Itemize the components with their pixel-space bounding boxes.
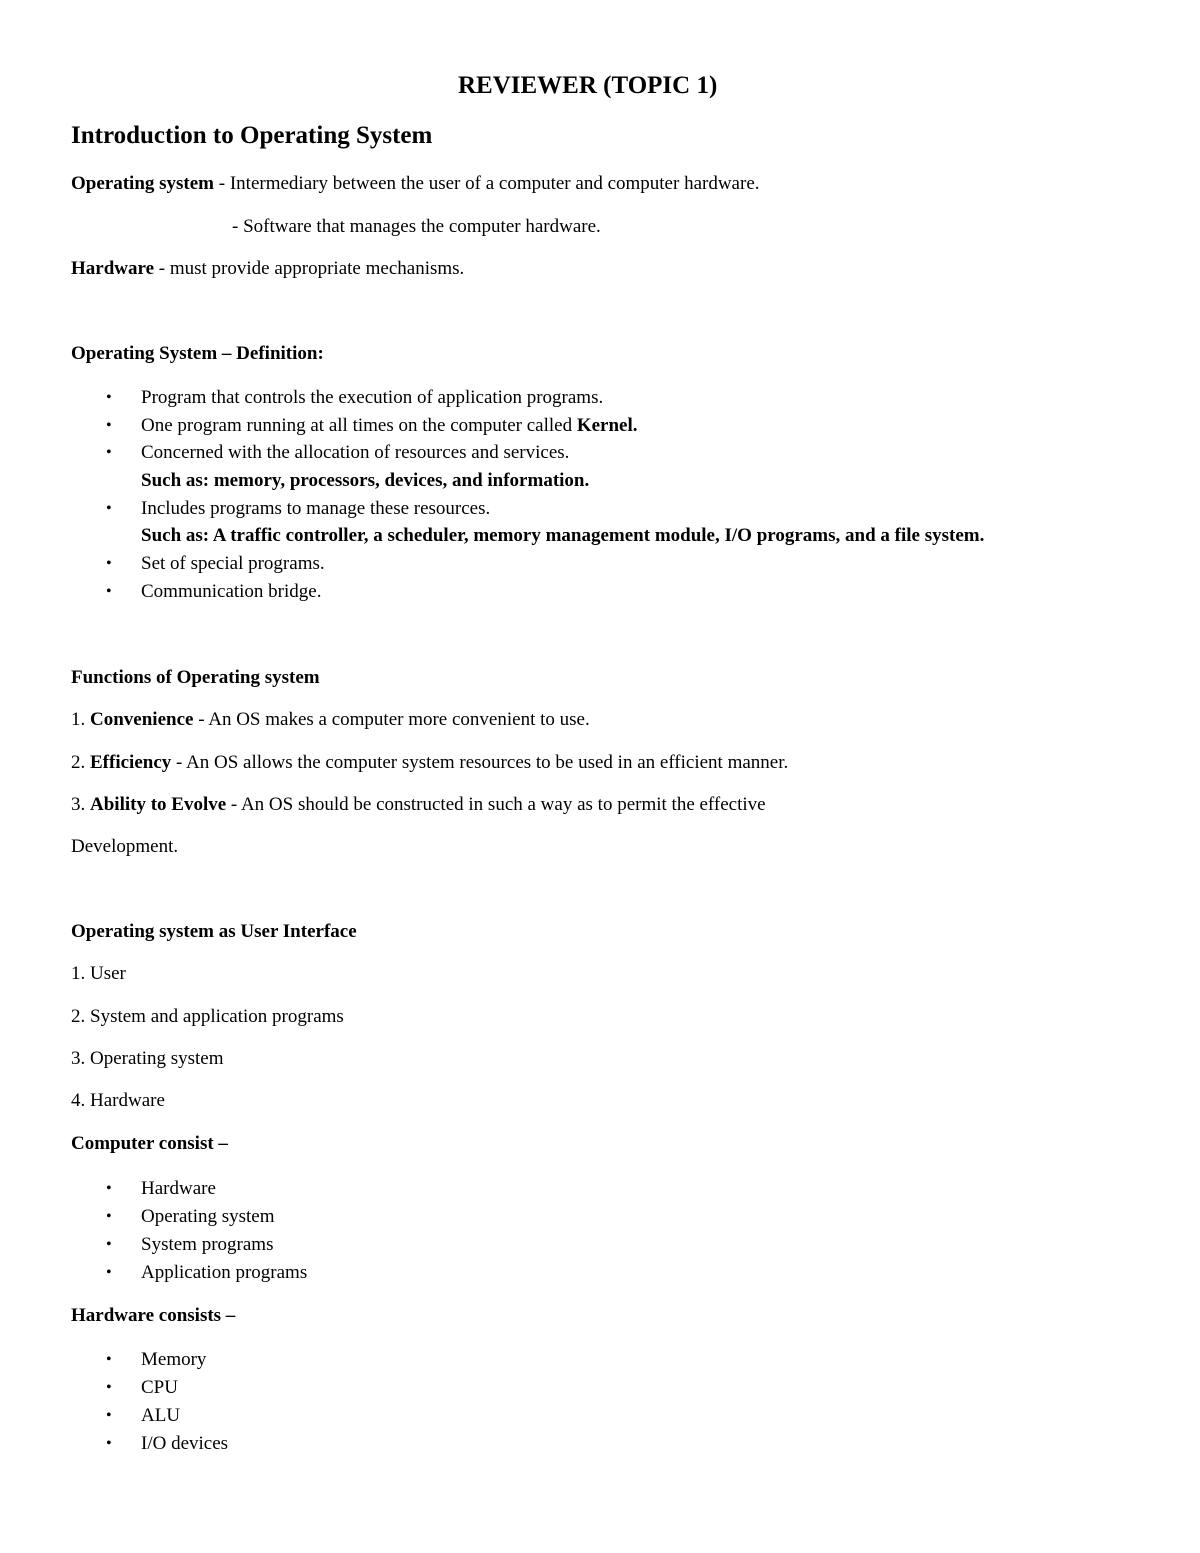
function-item [71, 793, 766, 817]
page-heading: Introduction to Operating System [71, 122, 433, 149]
os-term: Operating system [71, 173, 215, 194]
list-item: System programs [141, 1234, 274, 1255]
list-item: Application programs [141, 1262, 308, 1283]
list-item: Hardware [141, 1178, 216, 1199]
function-desc: - An OS allows the computer system resources to be used in an efficient manner. [171, 752, 789, 773]
item-number: 3. [71, 794, 90, 815]
list-item-sub: Such as: memory, processors, devices, and information. [141, 470, 590, 491]
list-item-text: One program running at all times on the computer called [141, 415, 577, 436]
bullet-icon: • [106, 1407, 112, 1424]
layer-item: 4. Hardware [71, 1090, 165, 1111]
definition-heading: Operating System – Definition: [71, 343, 324, 364]
computer-consist-heading: Computer consist – [71, 1133, 228, 1154]
bullet-icon: • [106, 1379, 112, 1396]
user-interface-heading: Operating system as User Interface [71, 921, 357, 942]
bullet-icon: • [106, 500, 112, 517]
layer-item: 3. Operating system [71, 1048, 224, 1069]
hardware-definition-line [71, 257, 464, 281]
list-item: Memory [141, 1349, 207, 1370]
bullet-icon: • [106, 417, 112, 434]
bullet-icon: • [106, 389, 112, 406]
list-item: Set of special programs. [141, 553, 325, 574]
list-item [141, 414, 638, 438]
list-item: Concerned with the allocation of resources and services. [141, 442, 570, 463]
list-item: CPU [141, 1377, 178, 1398]
os-definition-2: - Software that manages the computer hardware. [232, 216, 601, 237]
bullet-icon: • [106, 444, 112, 461]
hardware-term: Hardware [71, 258, 155, 279]
document-title: REVIEWER (TOPIC 1) [458, 72, 718, 99]
bullet-icon: • [106, 1435, 112, 1452]
list-item-sub: Such as: A traffic controller, a scheduler, memory management module, I/O programs, and a file system. [141, 525, 985, 546]
os-definition-1: - Intermediary between the user of a computer and computer hardware. [214, 173, 760, 194]
function-term: Efficiency [90, 752, 172, 773]
functions-heading: Functions of Operating system [71, 667, 320, 688]
layer-item: 1. User [71, 963, 126, 984]
function-term: Ability to Evolve [90, 794, 227, 815]
function-continuation: Development. [71, 836, 179, 857]
item-number: 1. [71, 709, 90, 730]
function-item [71, 751, 788, 775]
function-desc: - An OS makes a computer more convenient to use. [193, 709, 590, 730]
bullet-icon: • [106, 1236, 112, 1253]
bullet-icon: • [106, 1208, 112, 1225]
function-desc: - An OS should be constructed in such a way as to permit the effective [226, 794, 766, 815]
bullet-icon: • [106, 583, 112, 600]
layer-item: 2. System and application programs [71, 1006, 344, 1027]
bullet-icon: • [106, 555, 112, 572]
hardware-definition: - must provide appropriate mechanisms. [154, 258, 465, 279]
list-item: I/O devices [141, 1433, 229, 1454]
kernel-term: Kernel. [576, 415, 638, 436]
list-item: ALU [141, 1405, 181, 1426]
list-item: Program that controls the execution of application programs. [141, 387, 604, 408]
os-definition-line [71, 172, 760, 196]
function-term: Convenience [90, 709, 194, 730]
list-item: Includes programs to manage these resources. [141, 498, 491, 519]
bullet-icon: • [106, 1264, 112, 1281]
bullet-icon: • [106, 1351, 112, 1368]
list-item: Communication bridge. [141, 581, 322, 602]
function-item [71, 708, 590, 732]
hardware-consists-heading: Hardware consists – [71, 1305, 236, 1326]
bullet-icon: • [106, 1180, 112, 1197]
item-number: 2. [71, 752, 90, 773]
list-item: Operating system [141, 1206, 275, 1227]
